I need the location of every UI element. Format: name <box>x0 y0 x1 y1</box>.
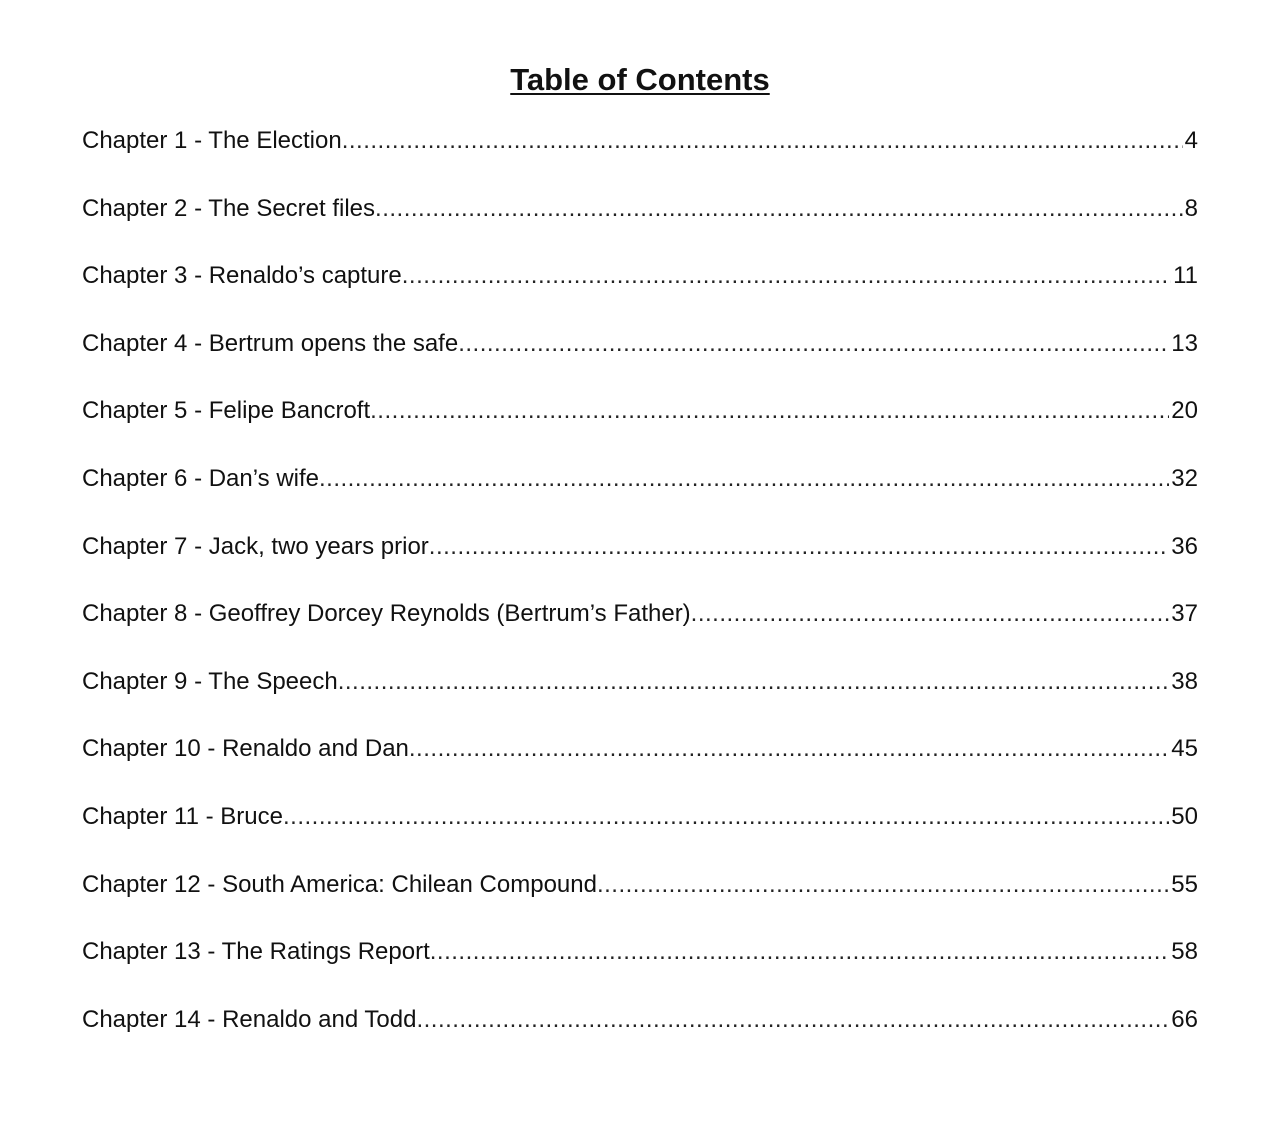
toc-entry-label: Chapter 10 - Renaldo and Dan <box>82 735 409 763</box>
toc-entry-label: Chapter 5 - Felipe Bancroft <box>82 397 371 425</box>
toc-entry[interactable] <box>82 1003 1198 1071</box>
toc-entry[interactable] <box>82 732 1198 800</box>
toc-entry-page-number: 36 <box>1171 532 1198 560</box>
toc-dot-leader <box>319 462 1169 496</box>
toc-dot-leader <box>691 597 1170 631</box>
toc-dot-leader <box>429 530 1170 564</box>
toc-entry-page-number: 20 <box>1171 397 1198 425</box>
toc-list <box>82 124 1198 1070</box>
toc-entry[interactable] <box>82 935 1198 1003</box>
toc-entry-page-number: 50 <box>1171 802 1198 830</box>
toc-dot-leader <box>338 665 1170 699</box>
toc-entry-page-number: 13 <box>1171 329 1198 357</box>
toc-entry-page-number: 32 <box>1171 464 1198 492</box>
toc-entry-label: Chapter 11 - Bruce <box>82 802 283 830</box>
toc-entry-page-number: 66 <box>1171 1005 1198 1033</box>
toc-entry-page-number: 11 <box>1173 262 1198 290</box>
toc-entry-label: Chapter 4 - Bertrum opens the safe <box>82 329 459 357</box>
toc-dot-leader <box>342 124 1183 158</box>
toc-entry-page-number: 45 <box>1171 735 1198 763</box>
toc-entry-label: Chapter 2 - The Secret files <box>82 194 376 222</box>
toc-entry[interactable] <box>82 259 1198 327</box>
toc-entry-label: Chapter 8 - Geoffrey Dorcey Reynolds (Bertrum’s Father) <box>82 600 691 628</box>
toc-entry[interactable] <box>82 530 1198 598</box>
toc-dot-leader <box>370 394 1169 428</box>
toc-entry[interactable] <box>82 462 1198 530</box>
toc-entry[interactable] <box>82 327 1198 395</box>
toc-entry-label: Chapter 7 - Jack, two years prior <box>82 532 429 560</box>
toc-entry-label: Chapter 9 - The Speech <box>82 667 338 695</box>
page-title <box>0 60 1272 100</box>
toc-entry-label: Chapter 14 - Renaldo and Todd <box>82 1005 417 1033</box>
toc-dot-leader <box>430 935 1170 969</box>
toc-entry-page-number: 4 <box>1184 127 1198 154</box>
toc-dot-leader <box>283 800 1169 834</box>
toc-entry-page-number: 37 <box>1171 600 1198 628</box>
toc-entry[interactable] <box>82 597 1198 665</box>
toc-entry[interactable] <box>82 868 1198 936</box>
toc-dot-leader <box>375 192 1183 226</box>
toc-entry[interactable] <box>82 394 1198 462</box>
toc-entry[interactable] <box>82 192 1198 260</box>
toc-dot-leader <box>458 327 1169 361</box>
toc-entry-label: Chapter 6 - Dan’s wife <box>82 464 319 492</box>
toc-dot-leader <box>597 868 1169 902</box>
toc-entry-page-number: 38 <box>1171 667 1198 695</box>
toc-entry-label: Chapter 3 - Renaldo’s capture <box>82 262 402 290</box>
toc-entry-page-number: 58 <box>1171 938 1198 966</box>
toc-dot-leader <box>416 1003 1169 1037</box>
toc-entry[interactable] <box>82 800 1198 868</box>
toc-entry-label: Chapter 13 - The Ratings Report <box>82 938 430 966</box>
toc-entry-label: Chapter 12 - South America: Chilean Compound <box>82 870 597 898</box>
toc-entry-page-number: 55 <box>1171 870 1198 898</box>
toc-entry-label: Chapter 1 - The Election <box>82 127 342 154</box>
toc-entry[interactable] <box>82 665 1198 733</box>
page-title-text: Table of Contents <box>510 62 770 97</box>
toc-dot-leader <box>402 259 1171 293</box>
toc-entry[interactable] <box>82 124 1198 192</box>
toc-entry-page-number: 8 <box>1184 194 1198 222</box>
toc-dot-leader <box>409 732 1169 766</box>
